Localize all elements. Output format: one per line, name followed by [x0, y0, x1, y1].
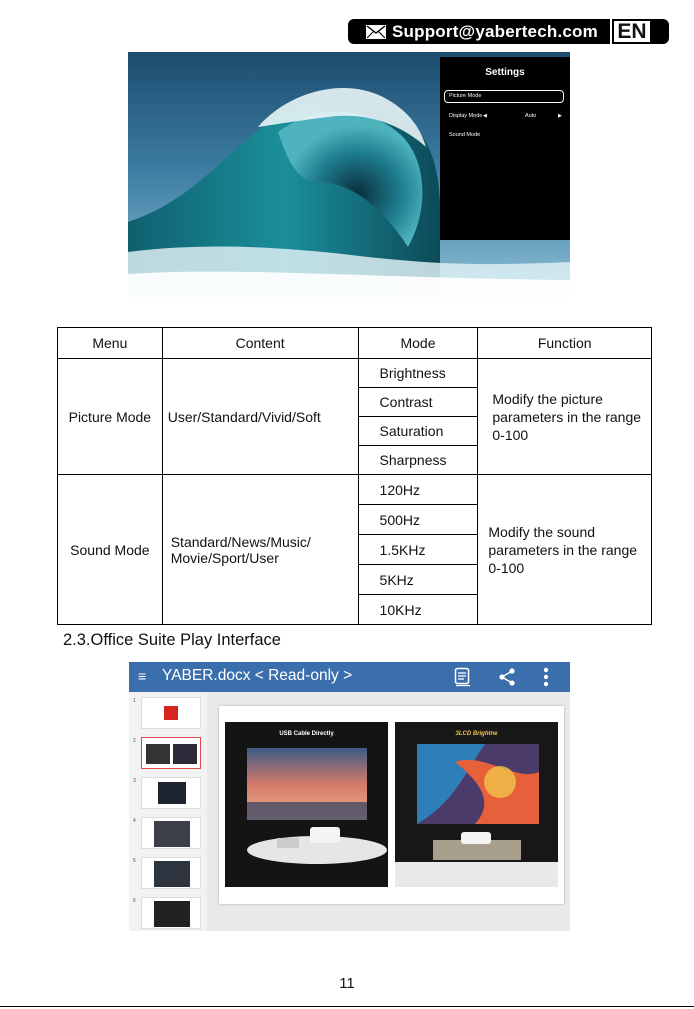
slide-thumbnail-4[interactable]	[133, 817, 201, 849]
hamburger-menu-icon[interactable]: ≡	[138, 668, 147, 684]
thumbnail-number: 2	[133, 738, 136, 744]
red-logo-icon	[164, 706, 178, 720]
osd-right-arrow-icon[interactable]: ▶	[558, 113, 562, 119]
picture-mode-function: Modify the picture parameters in the range 0-100	[478, 359, 652, 475]
mode-500hz: 500Hz	[358, 505, 478, 535]
osd-item-picture-mode[interactable]: Picture Mode	[449, 93, 482, 99]
header-function: Function	[478, 328, 652, 359]
thumbnail-number: 6	[133, 898, 136, 904]
more-options-icon[interactable]	[541, 667, 551, 692]
mode-saturation: Saturation	[358, 417, 478, 446]
office-toolbar	[129, 662, 570, 692]
envelope-icon	[366, 25, 386, 39]
settings-osd-menu	[440, 57, 570, 240]
slide-thumbnail-5[interactable]	[133, 857, 201, 889]
slide-thumbnail-3[interactable]	[133, 777, 201, 809]
header-mode: Mode	[358, 328, 478, 359]
header-content: Content	[162, 328, 358, 359]
picture-mode-content: User/Standard/Vivid/Soft	[162, 359, 358, 475]
office-suite-screenshot	[129, 662, 570, 931]
thumbnail-number: 4	[133, 818, 136, 824]
language-badge-tail	[652, 19, 669, 44]
picture-mode-menu: Picture Mode	[58, 359, 163, 475]
support-email-banner	[348, 19, 610, 44]
mode-brightness: Brightness	[358, 359, 478, 388]
table-header-row	[58, 328, 652, 359]
document-view-icon[interactable]	[454, 667, 472, 692]
slide-thumbnail-6[interactable]	[133, 897, 201, 929]
table-row	[58, 475, 652, 505]
slide-photo-3lcd	[395, 722, 558, 887]
language-badge: EN	[612, 19, 652, 44]
osd-left-arrow-icon[interactable]: ◀	[483, 113, 487, 119]
settings-table	[57, 327, 652, 625]
slide-caption-3lcd: 3LCD Brightne	[455, 731, 498, 737]
osd-item-display-mode[interactable]: Display Mode	[449, 113, 483, 119]
share-icon[interactable]	[497, 667, 517, 692]
section-title: 2.3.Office Suite Play Interface	[63, 631, 281, 649]
thumbnail-number: 1	[133, 698, 136, 704]
osd-item-sound-mode[interactable]: Sound Mode	[449, 132, 481, 138]
slide-thumbnail-panel	[129, 692, 207, 931]
mode-contrast: Contrast	[358, 388, 478, 417]
slide-thumbnail-2[interactable]	[133, 737, 201, 769]
slide-photo-usb	[225, 722, 388, 887]
mode-1-5khz: 1.5KHz	[358, 535, 478, 565]
sound-mode-menu: Sound Mode	[58, 475, 163, 625]
mode-sharpness: Sharpness	[358, 446, 478, 475]
osd-title: Settings	[485, 67, 525, 78]
sound-mode-content: Standard/News/Music/ Movie/Sport/User	[162, 475, 358, 625]
mode-5khz: 5KHz	[358, 565, 478, 595]
mode-10khz: 10KHz	[358, 595, 478, 625]
slide-caption-usb: USB Cable Directly	[279, 731, 334, 737]
table-row	[58, 359, 652, 388]
thumbnail-number: 3	[133, 778, 136, 784]
sound-mode-function: Modify the sound parameters in the range 0-100	[478, 475, 652, 625]
bottom-rule	[0, 1006, 694, 1007]
support-email: Support@yabertech.com	[392, 21, 598, 41]
thumbnail-number: 5	[133, 858, 136, 864]
current-slide	[219, 706, 564, 904]
page-number: 11	[339, 975, 355, 992]
osd-display-mode-value: Auto	[525, 113, 537, 119]
tv-settings-photo	[128, 52, 570, 297]
mode-120hz: 120Hz	[358, 475, 478, 505]
header-menu: Menu	[58, 328, 163, 359]
slide-thumbnail-1[interactable]	[133, 697, 201, 729]
document-filename: YABER.docx < Read-only >	[162, 667, 353, 684]
